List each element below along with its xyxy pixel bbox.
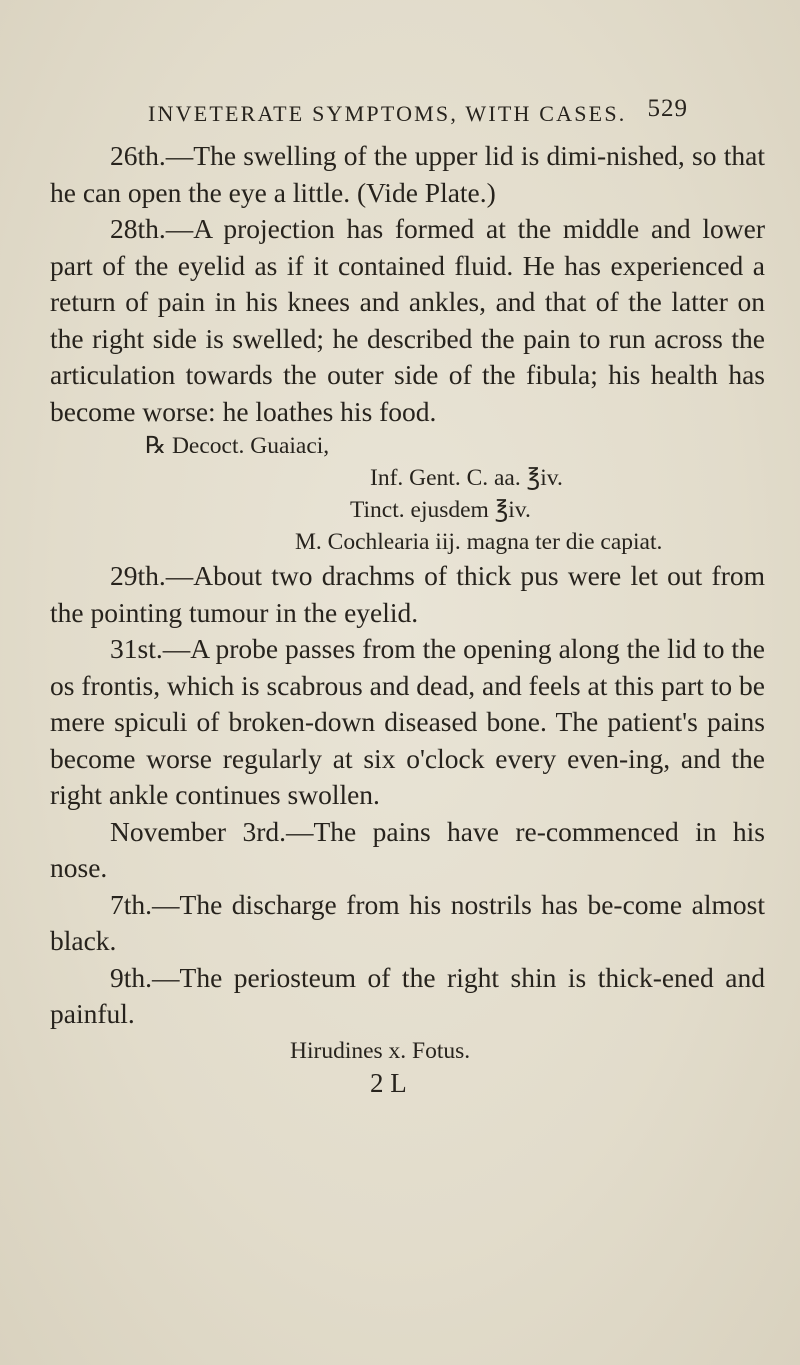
prescription-block-2 [50,1033,765,1099]
paragraph-28th: 28th.—A projection has formed at the middle and lower part of the eyelid as if it contained fluid. He has experienced a return of pain in his knees and ankles, and that of the latter on the right side is swelled; he described the pain to run across the articulation towards the outer side of the fibula; his health has become worse: he loathes his food. [50,213,765,427]
paragraph-31st: 31st.—A probe passes from the opening along the lid to the os frontis, which is scabrous and dead, and feels at this part to be mere spiculi of broken-down diseased bone. The patient's pains become worse regularly at six o'clock every even-ing, and the right ankle continues swollen. [50,633,765,810]
prescription-line: ℞ Decoct. Guaiaci, [145,433,330,459]
paragraph-9th: 9th.—The periosteum of the right shin is thick-ened and painful. [50,961,765,1029]
page-header [148,95,688,135]
prescription-block [50,430,765,558]
prescription-line: Tinct. ejusdem ℥iv. [350,497,531,523]
paragraph-november-3rd: November 3rd.—The pains have re-commenced in his nose. [50,815,765,883]
running-title: INVETERATE SYMPTOMS, WITH CASES. [148,101,627,126]
paragraph-29th: 29th.—About two drachms of thick pus were let out from the pointing tumour in the eyelid. [50,560,765,628]
body-text [50,138,765,1099]
prescription-line: Hirudines x. Fotus. [290,1037,471,1064]
prescription-line: M. Cochlearia iij. magna ter die capiat. [295,529,663,555]
paragraph-7th: 7th.—The discharge from his nostrils has be-come almost black. [50,888,765,956]
prescription-line: Inf. Gent. C. aa. ℥iv. [370,465,563,491]
paragraph-26th: 26th.—The swelling of the upper lid is dimi-nished, so that he can open the eye a little. (Vide Plate.) [50,140,765,208]
printer-signature: 2 L [370,1067,407,1098]
page-number: 529 [647,95,688,122]
